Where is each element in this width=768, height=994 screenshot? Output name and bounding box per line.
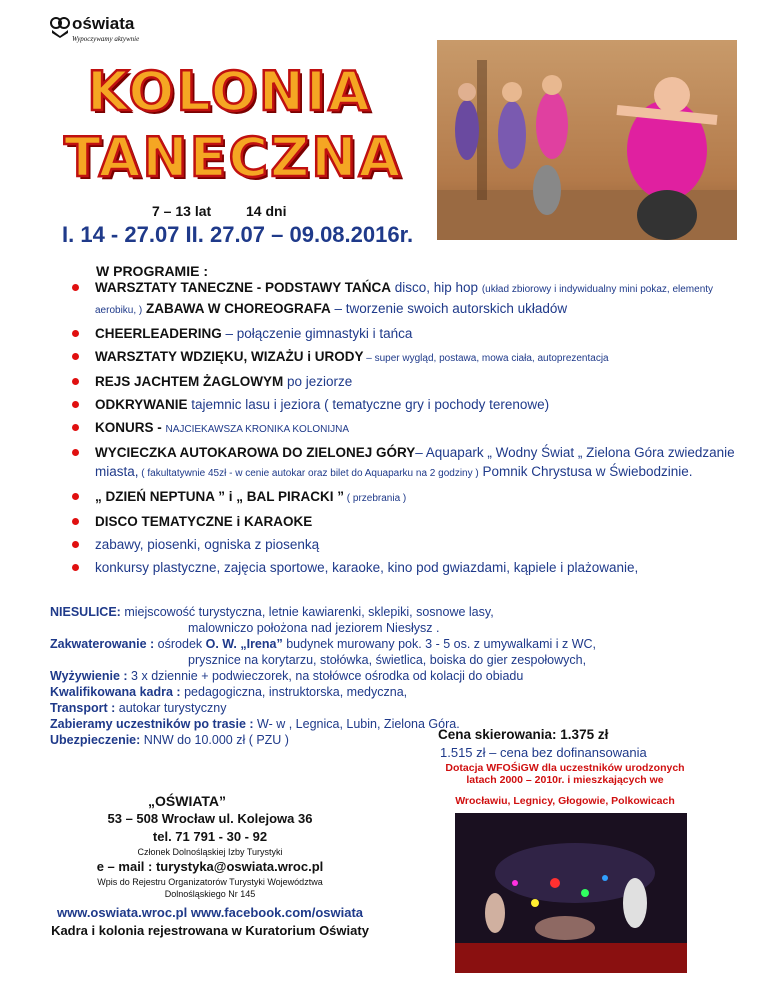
- register-note: Wpis do Rejestru Organizatorów Turystyki Województwa Dolnośląskiego Nr 145: [97, 877, 323, 899]
- bullet-icon: [72, 401, 79, 408]
- logo-tagline: Wypoczywamy aktywnie: [72, 35, 140, 43]
- bullet-icon: [72, 330, 79, 337]
- dotation-cities: Wrocławiu, Legnicy, Głogowie, Polkowicach: [455, 795, 675, 807]
- info-line: Ubezpieczenie: NNW do 10.000 zł ( PZU ): [50, 733, 289, 747]
- email-link[interactable]: e – mail : turystyka@oswiata.wroc.pl: [96, 859, 324, 874]
- info-line: Zakwaterowanie : ośrodek O. W. „Irena” budynek murowany pok. 3 - 5 os. z umywalkami i z WC,: [50, 637, 597, 651]
- bullet-icon: [72, 493, 79, 500]
- duration: 14 dni: [246, 203, 287, 219]
- info-block: [50, 604, 750, 748]
- bullet-icon: [72, 353, 79, 360]
- phone: tel. 71 791 - 30 - 92: [152, 829, 268, 844]
- price-main: Cena skierowania: 1.375 zł: [438, 727, 609, 742]
- turn-dates: I. 14 - 27.07 II. 27.07 – 09.08.2016r.: [62, 222, 414, 247]
- owl-logo-icon: [50, 16, 70, 38]
- title-line-2: TANECZNA: [64, 126, 403, 189]
- dance-photo: [437, 40, 737, 240]
- list-item: ODKRYWANIE tajemnic lasu i jeziora ( tematyczne gry i pochody terenowe): [70, 395, 750, 414]
- company-name: „OŚWIATA”: [148, 793, 227, 809]
- list-item: DISCO TEMATYCZNE i KARAOKE: [70, 512, 750, 531]
- age-range: 7 – 13 lat: [152, 203, 212, 219]
- list-item: zabawy, piosenki, ogniska z piosenką: [70, 535, 750, 554]
- bullet-icon: [72, 378, 79, 385]
- logo-name: oświata: [72, 14, 135, 33]
- list-item: konkursy plastyczne, zajęcia sportowe, karaoke, kino pod gwiazdami, kąpiele i plażowanie,: [70, 558, 750, 577]
- program-heading: W PROGRAMIE :: [96, 263, 208, 279]
- info-line: Wyżywienie : 3 x dziennie + podwieczorek, na stołówce ośrodka od kolacji do obiadu: [50, 669, 524, 683]
- info-line: NIESULICE: miejscowość turystyczna, letnie kawiarenki, sklepiki, sosnowe lasy,: [50, 605, 494, 619]
- list-item: REJS JACHTEM ŻAGLOWYM po jeziorze: [70, 372, 750, 391]
- info-line: malowniczo położona nad jeziorem Niesłysz .: [188, 621, 440, 635]
- kadra-note: Kadra i kolonia rejestrowana w Kuratorium Oświaty: [51, 923, 369, 938]
- list-item: WYCIECZKA AUTOKAROWA DO ZIELONEJ GÓRY– Aquapark „ Wodny Świat „ Zielona Góra zwiedzanie miasta, ( fakultatywnie 45zł - w cenie autokar oraz bilet do Aquaparku na 2 godziny ) Pomnik Chrystusa w Świebodzinie.: [70, 443, 750, 483]
- list-item: WARSZTATY TANECZNE - PODSTAWY TAŃCA disco, hip hop (układ zbiorowy i indywidualny mini pokaz, elementy aerobiku, ) ZABAWA W CHOREOGRAFA – tworzenie swoich autorskich układów: [70, 278, 750, 320]
- bullet-icon: [72, 518, 79, 525]
- title-line-1: KOLONIA: [87, 60, 372, 123]
- list-item: „ DZIEŃ NEPTUNA ” i „ BAL PIRACKI ” ( przebrania ): [70, 487, 750, 508]
- web-links[interactable]: www.oswiata.wroc.pl www.facebook.com/oswiata: [56, 905, 364, 920]
- address: 53 – 508 Wrocław ul. Kolejowa 36: [107, 811, 313, 826]
- bullet-icon: [72, 449, 79, 456]
- info-line: Transport : autokar turystyczny: [50, 701, 227, 715]
- info-line: Kwalifikowana kadra : pedagogiczna, instruktorska, medyczna,: [50, 685, 408, 699]
- disco-photo: [455, 813, 687, 973]
- dotation-note: Dotacja WFOŚiGW dla uczestników urodzonych latach 2000 – 2010r. i mieszkających we: [445, 762, 685, 786]
- bullet-icon: [72, 564, 79, 571]
- bullet-icon: [72, 541, 79, 548]
- member-note: Członek Dolnośląskiej Izby Turystyki: [137, 847, 283, 857]
- info-line: Zabieramy uczestników po trasie : W- w , Legnica, Lubin, Zielona Góra.: [50, 717, 460, 731]
- price-no-dotation: 1.515 zł – cena bez dofinansowania: [440, 745, 647, 760]
- bullet-icon: [72, 284, 79, 291]
- bullet-icon: [72, 424, 79, 431]
- logo: [50, 14, 180, 48]
- program-list: [70, 278, 750, 581]
- info-line: prysznice na korytarzu, stołówka, świetlica, boiska do gier zespołowych,: [188, 653, 587, 667]
- contact-block: [30, 810, 390, 940]
- list-item: WARSZTATY WDZIĘKU, WIZAŻU i URODY – super wygląd, postawa, mowa ciała, autoprezentacja: [70, 347, 750, 368]
- list-item: CHEERLEADERING – połączenie gimnastyki i tańca: [70, 324, 750, 343]
- list-item: KONURS - NAJCIEKAWSZA KRONIKA KOLONIJNA: [70, 418, 750, 439]
